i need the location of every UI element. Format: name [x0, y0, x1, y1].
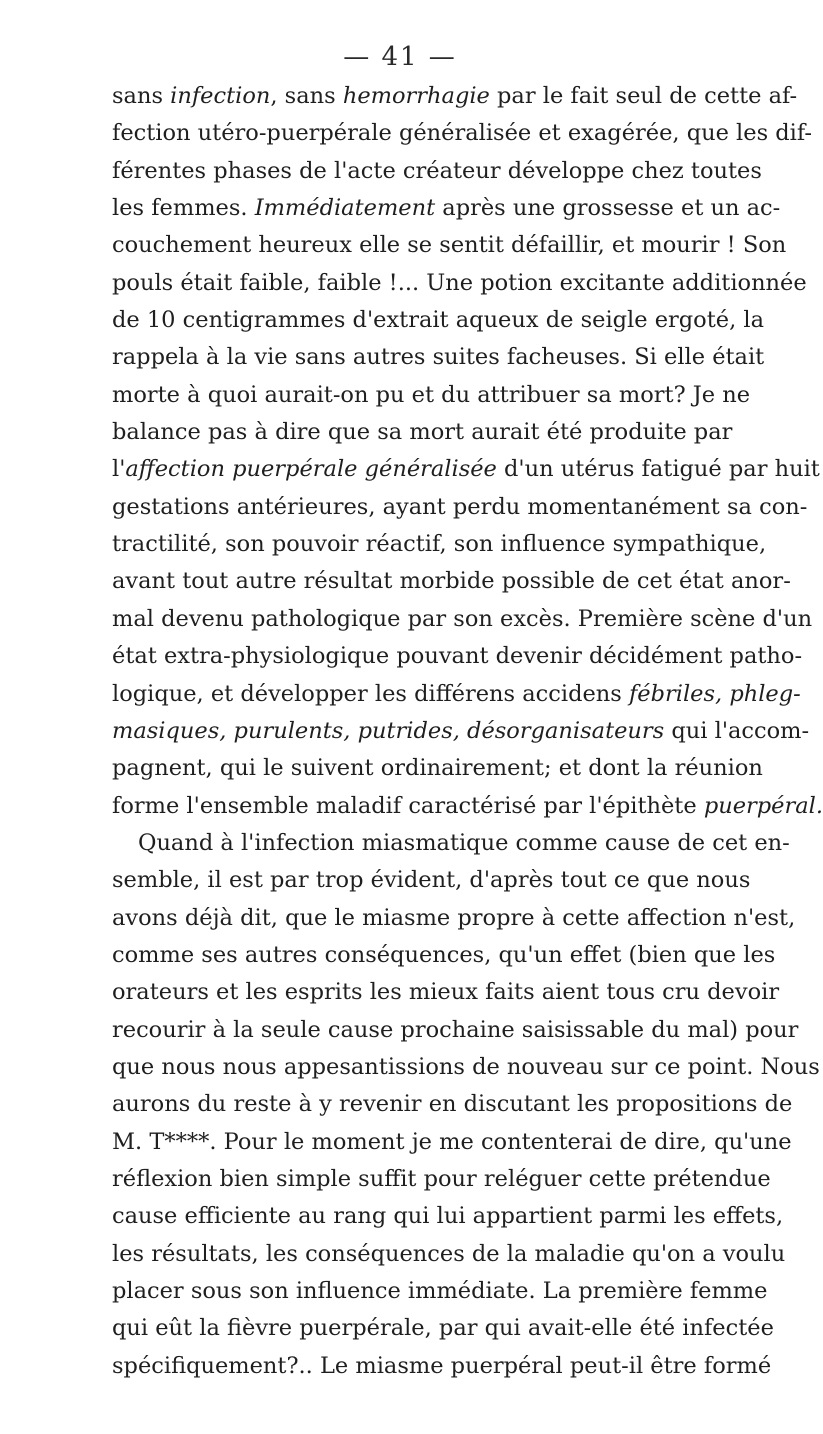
- text-line: [112, 1273, 768, 1310]
- text-line: [112, 78, 798, 115]
- text-run: couchement heureux elle se sentit défaillir, et mourir ! Son: [112, 232, 787, 259]
- text-run: aurons du reste à y revenir en discutant les propositions de: [112, 1091, 793, 1118]
- text-line: [112, 190, 781, 227]
- text-run: après une grossesse et un ac-: [435, 195, 781, 222]
- italic-text: masiques, purulents, putrides, désorganisateurs: [112, 717, 665, 744]
- italic-text: hemorrhagie: [342, 83, 490, 109]
- text-line: [112, 825, 790, 862]
- text-run: forme l'ensemble maladif caractérisé par l'épithète: [112, 792, 704, 819]
- text-line: [112, 1310, 774, 1347]
- text-run: par le fait seul de cette af-: [489, 83, 798, 109]
- text-line: [112, 1049, 820, 1086]
- text-line: [112, 750, 763, 787]
- text-run: cause efficiente au rang qui lui appartient parmi les effets,: [112, 1203, 784, 1230]
- page-body-text: [112, 78, 823, 1385]
- text-run: M. T****. Pour le moment je me contenterai de dire, qu'une: [112, 1128, 792, 1155]
- text-line: [112, 1198, 784, 1235]
- text-run: spécifiquement?.. Le miasme puerpéral peut-il être formé: [112, 1352, 772, 1379]
- text-run: balance pas à dire que sa mort aurait été produite par: [112, 419, 733, 446]
- text-line: [112, 601, 813, 638]
- text-run: , sans: [270, 83, 343, 109]
- paragraph-1: [112, 78, 823, 825]
- text-line: [112, 713, 810, 750]
- text-run: sans: [112, 83, 171, 109]
- text-run: l': [112, 456, 126, 483]
- text-line: [112, 676, 801, 713]
- paragraph-2: [112, 825, 820, 1385]
- text-run: pouls était faible, faible !... Une potion excitante additionnée: [112, 269, 807, 296]
- text-line: [112, 900, 796, 937]
- text-run: fection utéro-puerpérale généralisée et exagérée, que les dif-: [112, 120, 812, 147]
- text-line: [112, 526, 767, 563]
- text-run: mal devenu pathologique par son excès. Première scène d'un: [112, 605, 813, 632]
- text-line: [112, 937, 776, 974]
- text-line: [112, 1086, 793, 1123]
- italic-text: fébriles, phleg-: [628, 680, 801, 707]
- text-line: [112, 563, 791, 600]
- text-line: [112, 1124, 792, 1161]
- text-run: comme ses autres conséquences, qu'un effet (bien que les: [112, 941, 776, 968]
- text-run: gestations antérieures, ayant perdu momentanément sa con-: [112, 493, 808, 520]
- text-line: [112, 1012, 799, 1049]
- text-run: les résultats, les conséquences de la maladie qu'on a voulu: [112, 1240, 786, 1267]
- text-run: morte à quoi aurait-on pu et du attribuer sa mort? Je ne: [112, 381, 751, 408]
- text-line: [112, 1348, 772, 1385]
- italic-text: puerpéral.: [703, 792, 823, 819]
- text-line: [112, 227, 787, 264]
- text-line: [112, 788, 823, 825]
- text-line: [112, 862, 751, 899]
- text-line: [112, 265, 807, 302]
- text-run: les femmes.: [112, 195, 255, 222]
- text-run: logique, et développer les différens accidens: [112, 680, 629, 707]
- text-run: qui eût la fièvre puerpérale, par qui avait-elle été infectée: [112, 1315, 774, 1342]
- text-line: [112, 339, 765, 376]
- text-run: avons déjà dit, que le miasme propre à cette affection n'est,: [112, 904, 796, 931]
- italic-text: infection: [170, 83, 271, 109]
- text-line: [112, 974, 780, 1011]
- text-run: semble, il est par trop évident, d'après tout ce que nous: [112, 867, 751, 894]
- text-line: [112, 638, 803, 675]
- text-run: tractilité, son pouvoir réactif, son influence sympathique,: [112, 531, 767, 558]
- text-line: [112, 1161, 771, 1198]
- text-run: recourir à la seule cause prochaine saisissable du mal) pour: [112, 1016, 799, 1043]
- text-run: avant tout autre résultat morbide possible de cet état anor-: [112, 568, 791, 595]
- text-run: de 10 centigrammes d'extrait aqueux de seigle ergoté, la: [112, 307, 764, 334]
- text-run: d'un utérus fatigué par huit: [496, 456, 820, 483]
- text-run: que nous nous appesantissions de nouveau sur ce point. Nous: [112, 1053, 820, 1080]
- text-run: pagnent, qui le suivent ordinairement; et dont la réunion: [112, 755, 763, 782]
- text-run: état extra-physiologique pouvant devenir décidément patho-: [112, 643, 803, 670]
- text-line: [112, 1236, 786, 1273]
- text-line: [112, 414, 733, 451]
- text-run: Quand à l'infection miasmatique comme cause de cet en-: [138, 829, 790, 856]
- text-run: qui l'accom-: [664, 717, 810, 744]
- text-line: [112, 451, 820, 488]
- text-run: réflexion bien simple suffit pour reléguer cette prétendue: [112, 1165, 771, 1192]
- text-run: orateurs et les esprits les mieux faits aient tous cru devoir: [112, 979, 780, 1006]
- text-run: férentes phases de l'acte créateur développe chez toutes: [112, 157, 762, 184]
- page-number: — 41 —: [343, 42, 457, 72]
- text-run: placer sous son influence immédiate. La première femme: [112, 1278, 768, 1304]
- italic-text: Immédiatement: [254, 195, 436, 222]
- text-line: [112, 302, 764, 339]
- text-line: [112, 115, 812, 152]
- text-line: [112, 489, 808, 526]
- text-line: [112, 153, 762, 190]
- text-line: [112, 377, 751, 414]
- text-run: rappela à la vie sans autres suites facheuses. Si elle était: [112, 344, 765, 371]
- italic-text: affection puerpérale généralisée: [125, 456, 497, 483]
